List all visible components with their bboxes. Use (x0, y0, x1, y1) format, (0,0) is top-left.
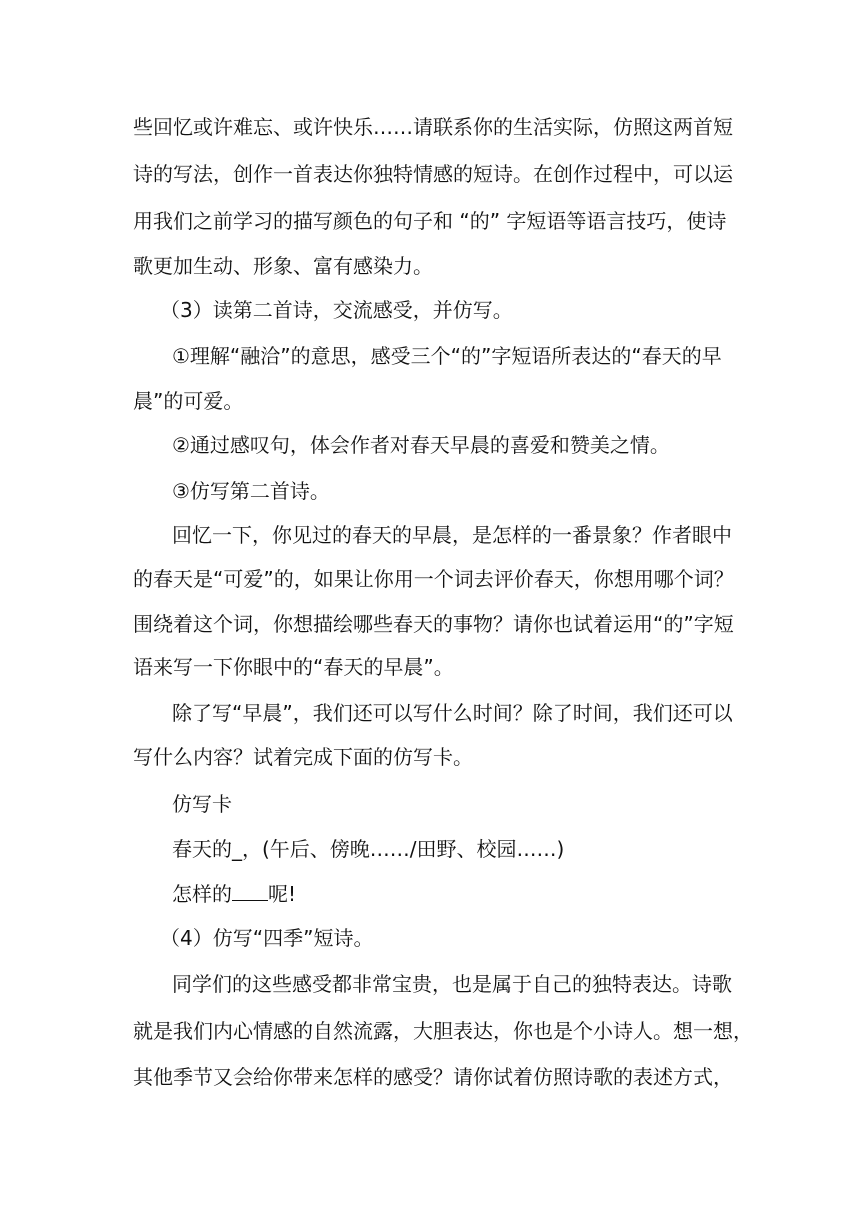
paragraph-line: 同学们的这些感受都非常宝贵，也是属于自己的独特表达。诗歌 (172, 972, 732, 996)
paragraph-line: 除了写“早晨”，我们还可以写什么时间？除了时间，我们还可以 (172, 701, 733, 725)
paragraph-line: 其他季节又会给你带来怎样的感受？请你试着仿照诗歌的表述方式， (133, 1065, 733, 1089)
section-heading-3: （3）读第二首诗，交流感受，并仿写。 (160, 298, 513, 322)
fill-in-blank (232, 882, 268, 901)
paragraph-line: 围绕着这个词，你想描绘哪些春天的事物？请你也试着运用“的”字短 (133, 612, 734, 636)
list-item-2: ②通过感叹句，体会作者对春天早晨的喜爱和赞美之情。 (172, 433, 670, 457)
card-line-2 (172, 880, 296, 908)
list-item-3: ③仿写第二首诗。 (172, 479, 330, 503)
paragraph-line: 回忆一下，你见过的春天的早晨，是怎样的一番景象？作者眼中 (172, 523, 732, 547)
paragraph-line: 语来写一下你眼中的“春天的早晨”。 (133, 655, 454, 679)
paragraph-line: 的春天是“可爱”的，如果让你用一个词去评价春天，你想用哪个词？ (133, 567, 734, 591)
paragraph-line: 些回忆或许难忘、或许快乐……请联系你的生活实际，仿照这两首短 (133, 115, 733, 139)
card-line-2-prefix: 怎样的 (172, 882, 232, 906)
paragraph-line: 写什么内容？试着完成下面的仿写卡。 (133, 745, 473, 769)
card-line-1: 春天的_，(午后、傍晚……/田野、校园……) (172, 837, 565, 861)
paragraph-line: 诗的写法，创作一首表达你独特情感的短诗。在创作过程中，可以运 (133, 162, 733, 186)
card-title: 仿写卡 (172, 792, 232, 816)
paragraph-line: 就是我们内心情感的自然流露，大胆表达，你也是个小诗人。想一想， (133, 1019, 753, 1043)
list-item-1-continued: 晨”的可爱。 (133, 389, 244, 413)
paragraph-line: 歌更加生动、形象、富有感染力。 (133, 254, 433, 278)
paragraph-line: 用我们之前学习的描写颜色的句子和 “的” 字短语等语言技巧，使诗 (133, 209, 727, 233)
section-heading-4: （4）仿写“四季”短诗。 (160, 926, 374, 950)
list-item-1: ①理解“融洽”的意思，感受三个“的”字短语所表达的“春天的早 (172, 344, 722, 368)
card-line-2-suffix: 呢! (268, 882, 297, 906)
